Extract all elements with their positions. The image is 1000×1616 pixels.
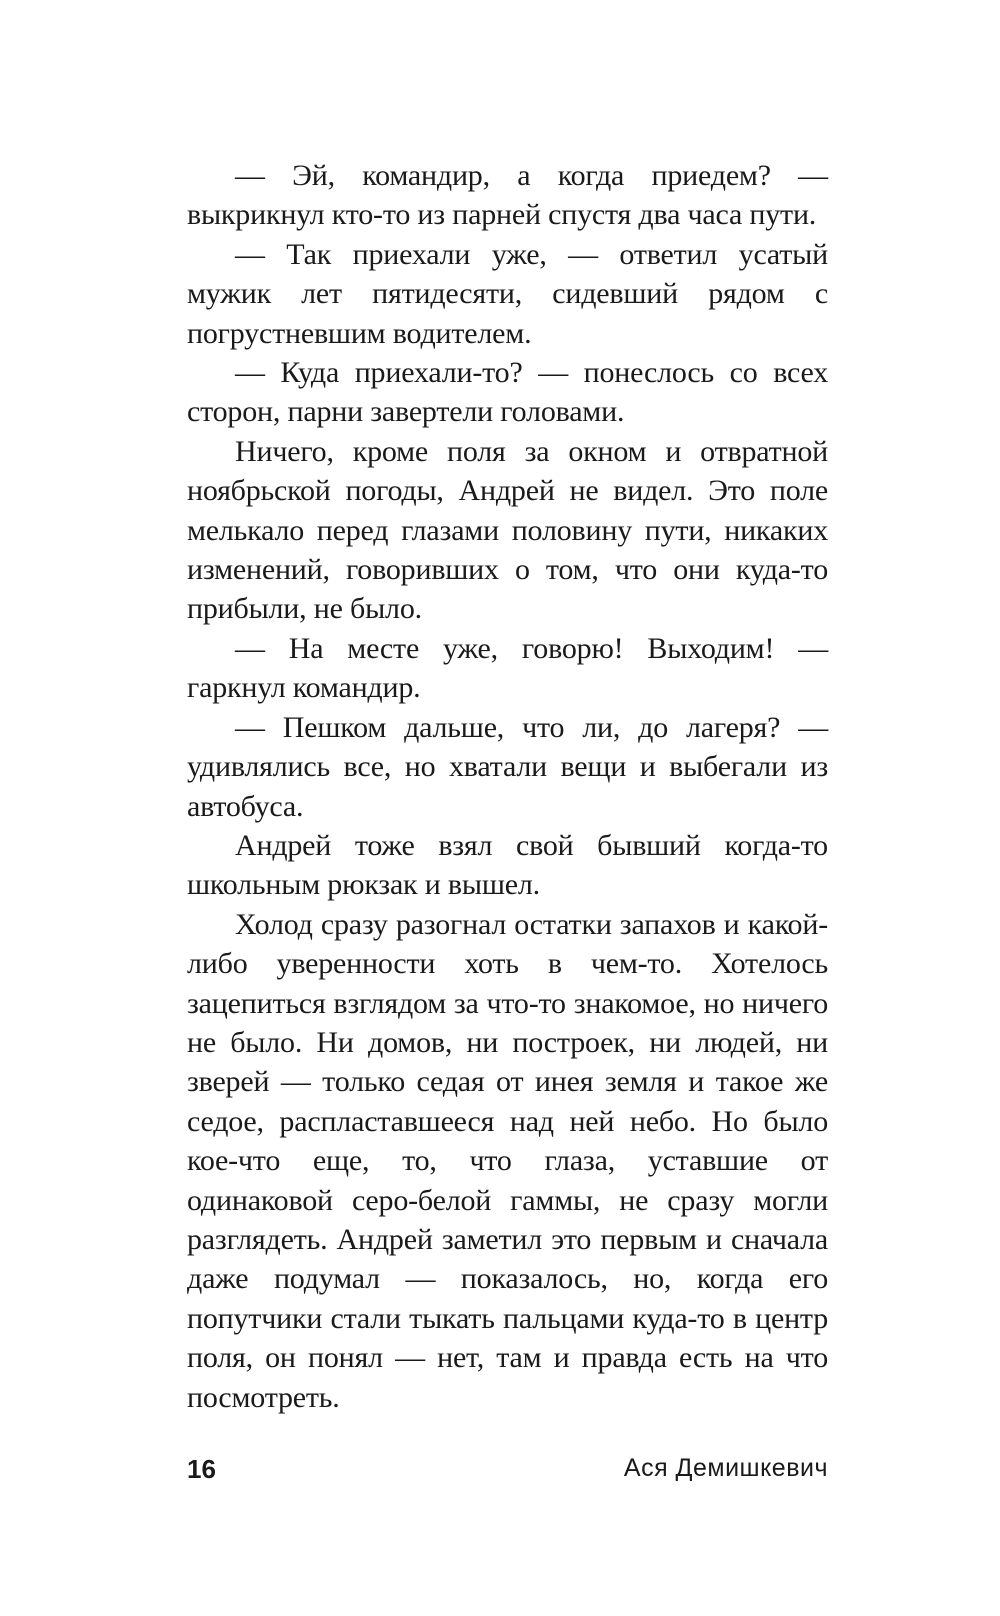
page-number: 16: [187, 1454, 216, 1484]
body-text: [187, 156, 828, 1417]
paragraph-5: — На месте уже, говорю! Выходим! — гаркнул командир.: [187, 631, 828, 705]
paragraph-4: Ничего, кроме поля за окном и отвратной ноябрьской погоды, Андрей не видел. Это поле мелькало перед глазами половину пути, никаких изменений, говоривших о том, что они куда-то прибыли, не было.: [187, 434, 828, 626]
paragraph-1: — Эй, командир, а когда приедем? — выкрикнул кто-то из парней спустя два часа пути.: [187, 159, 828, 232]
page-footer: [187, 1454, 828, 1494]
paragraph-2: — Так приехали уже, — ответил усатый мужик лет пятидесяти, сидевший рядом с погрустневшим водителем.: [187, 237, 828, 350]
paragraph-6: — Пешком дальше, что ли, до лагеря? — удивлялись все, но хватали вещи и выбегали из автобуса.: [187, 710, 828, 823]
paragraph-3: — Куда приехали-то? — понеслось со всех сторон, парни завертели головами.: [187, 356, 828, 429]
paragraph-7: Андрей тоже взял свой бывший когда-то школьным рюкзак и вышел.: [187, 828, 828, 902]
paragraph-8: Холод сразу разогнал остатки запахов и какой-либо уверенности хоть в чем-то. Хотелось зацепиться взглядом за что-то знакомое, но ничего не было. Ни домов, ни построек, ни людей, ни зверей — только седая от инея земля и такое же седое, распластавшееся над ней небо. Но было кое-что еще, то, что глаза, уставшие от одинаковой серо-белой гаммы, не сразу могли разглядеть. Андрей заметил это первым и сначала даже подумал — показалось, но, когда его попутчики стали тыкать пальцами куда-то в центр поля, он понял — нет, там и правда есть на что посмотреть.: [187, 907, 828, 1414]
author-name: Ася Демишкевич: [623, 1454, 828, 1482]
